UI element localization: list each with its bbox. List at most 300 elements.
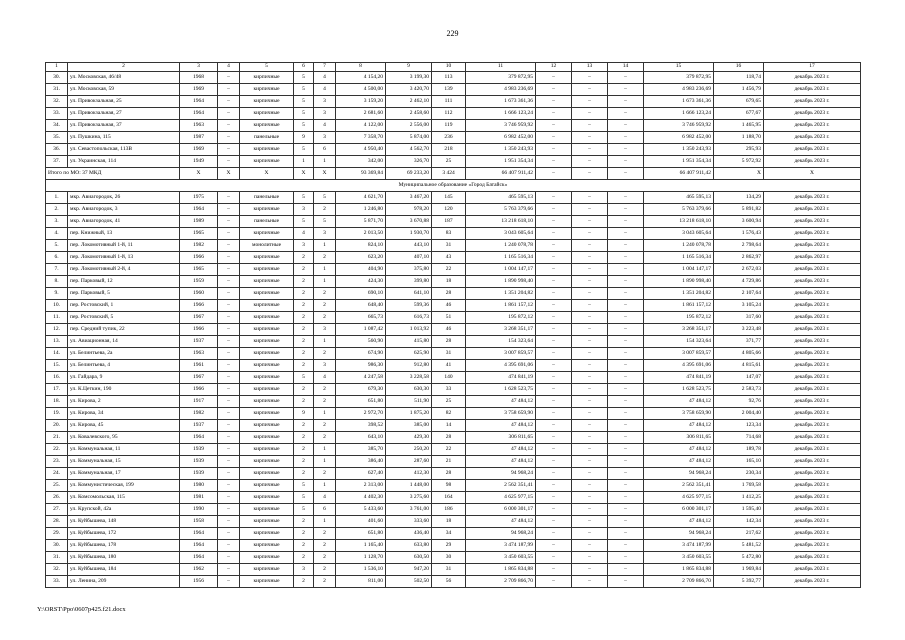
table-cell: 385,00 [386,420,432,432]
table-cell: 1 [314,276,336,288]
table-cell: 3 105,24 [714,300,764,312]
table-cell: 1964 [180,552,218,564]
table-cell: 140 [432,372,466,384]
table-cell: – [536,228,572,240]
table-cell: – [608,300,644,312]
table-cell: 412,30 [386,468,432,480]
table-cell: 30. [46,540,68,552]
table-cell: 28 [432,288,466,300]
table-cell: 18 [432,276,466,288]
table-cell: – [218,360,240,372]
table-cell: 15. [46,360,68,372]
table-cell: 23. [46,456,68,468]
table-cell: 4 [314,84,336,96]
table-cell: – [572,192,608,204]
table-cell: 92,76 [714,396,764,408]
table-cell: 22 [432,264,466,276]
table-cell: – [536,204,572,216]
table-cell: – [572,540,608,552]
table-cell: – [608,72,644,84]
table-cell: 2 [314,288,336,300]
table-cell: 630,30 [386,384,432,396]
table-cell: – [218,468,240,480]
table-cell: 4. [46,228,68,240]
table-cell: – [572,84,608,96]
table-cell: 31. [46,84,68,96]
table-cell: 94 968,24 [644,528,714,540]
table-cell: 651,80 [336,528,386,540]
table-cell: панельные [240,192,294,204]
table-cell: 1 673 361,36 [466,96,536,108]
table-cell: 3 268 351,17 [466,324,536,336]
table-cell: 51 [432,312,466,324]
table-cell: 7 [314,63,336,72]
table-cell: 2 [294,288,314,300]
table-cell: декабрь 2023 г. [764,516,861,528]
table-cell: 3 450 603,55 [644,552,714,564]
table-cell: панельные [240,216,294,228]
table-cell: 3 199,30 [386,72,432,84]
table-cell: декабрь 2023 г. [764,96,861,108]
table-cell: пер. Парковый, 5 [68,288,180,300]
table-cell: 4 950,40 [336,144,386,156]
table-cell: декабрь 2023 г. [764,276,861,288]
table-row [46,276,861,288]
table-cell: мкр. Авиагородок, 26 [68,192,180,204]
table-cell: ул. Куйбышева, 172 [68,528,180,540]
table-cell: 1 351 204,82 [466,288,536,300]
table-cell: – [536,264,572,276]
table-cell: кирпичные [240,108,294,120]
table-cell: 66 407 911,42 [466,168,536,180]
table-cell: 2 [294,552,314,564]
table-cell: – [536,504,572,516]
table-cell: 3 [180,63,218,72]
table-cell: – [218,516,240,528]
table-cell: пер. Локомотивный 2-й, 4 [68,264,180,276]
table-cell: – [572,300,608,312]
table-cell: декабрь 2023 г. [764,456,861,468]
table-cell: 1 628 523,75 [644,384,714,396]
table-row [46,120,861,132]
table-cell: 1961 [180,360,218,372]
table-cell: декабрь 2023 г. [764,336,861,348]
table-cell: ул. Привокзальная, 25 [68,96,180,108]
table-cell: – [218,396,240,408]
table-cell: декабрь 2023 г. [764,204,861,216]
table-cell: ул. Пушкина, 115 [68,132,180,144]
table-cell: декабрь 2023 г. [764,552,861,564]
table-cell: 66 407 911,42 [644,168,714,180]
table-cell: – [572,552,608,564]
table-cell: – [572,252,608,264]
table-cell: 474 841,19 [644,372,714,384]
table-cell: 3 [314,360,336,372]
table-cell: 33. [46,108,68,120]
table-cell: 1962 [180,564,218,576]
table-cell: 3 424 [432,168,466,180]
table-cell: 1 013,92 [386,324,432,336]
table-cell: 9 [294,132,314,144]
table-cell: 3 420,70 [386,84,432,96]
table-cell: 4 402,30 [336,492,386,504]
table-cell: – [536,96,572,108]
table-cell: 287,60 [386,456,432,468]
table-cell: 630,50 [386,552,432,564]
table-cell: 6 [294,63,314,72]
table-cell: – [536,168,572,180]
table-cell: ул. Севастопольская, 113В [68,144,180,156]
table-cell: 2 [294,324,314,336]
table-cell: – [572,132,608,144]
table-cell: ул. Московская, 46/48 [68,72,180,84]
table-cell: ул. Коммунальная, 11 [68,444,180,456]
table-cell: декабрь 2023 г. [764,408,861,420]
table-cell: 3 [314,108,336,120]
table-cell: 2 562 351,41 [466,480,536,492]
table-cell: – [536,144,572,156]
table-cell: Х [764,168,861,180]
table-cell: 5. [46,240,68,252]
table-cell: 2 462,10 [386,96,432,108]
table-cell: 641,10 [386,288,432,300]
table-cell: декабрь 2023 г. [764,312,861,324]
table-cell: 112 [432,108,466,120]
table-cell: 333,60 [386,516,432,528]
table-cell: 690,10 [336,288,386,300]
table-cell: 429,30 [386,432,432,444]
table-cell: 47 484,12 [466,420,536,432]
table-cell: 24. [46,468,68,480]
table-cell: – [536,360,572,372]
table-cell: 399,80 [386,276,432,288]
table-cell: 386,40 [336,456,386,468]
table-cell: 10. [46,300,68,312]
table-cell: – [572,456,608,468]
table-cell: 1 350 243,93 [644,144,714,156]
table-cell: 616,73 [386,312,432,324]
table-cell: – [608,396,644,408]
table-cell: ул. Ковалевского, 95 [68,432,180,444]
table-cell: 623,20 [336,252,386,264]
table-cell: 3 275,60 [386,492,432,504]
table-cell: 5 763 379,66 [644,204,714,216]
table-cell: 1982 [180,240,218,252]
table-cell: кирпичные [240,468,294,480]
table-cell: 6 000 301,17 [466,504,536,516]
table-cell: 2 [294,540,314,552]
table-row [46,408,861,420]
total-row [46,168,861,180]
table-cell: 3 159,20 [336,96,386,108]
table-cell: 47 484,12 [644,420,714,432]
table-cell: 436,40 [386,528,432,540]
table-cell: ул. Привокзальная, 37 [68,120,180,132]
table-row [46,432,861,444]
table-cell: – [218,456,240,468]
table-cell: ул. Украинская, 114 [68,156,180,168]
table-cell: 32. [46,96,68,108]
table-cell: 824,10 [336,240,386,252]
table-cell: 5 [294,72,314,84]
table-cell: – [536,108,572,120]
table-cell: пер. Книжный, 13 [68,228,180,240]
table-cell: 1956 [180,576,218,588]
table-cell: 21 [432,456,466,468]
table-cell: 189,78 [714,444,764,456]
table-row [46,480,861,492]
table-row [46,552,861,564]
table-cell: Х [218,168,240,180]
table-cell: декабрь 2023 г. [764,384,861,396]
table-cell: декабрь 2023 г. [764,480,861,492]
table-row [46,96,861,108]
table-cell: – [536,564,572,576]
table-cell: – [218,276,240,288]
table-cell: – [218,444,240,456]
table-cell: – [572,384,608,396]
table-row [46,396,861,408]
table-cell: – [608,84,644,96]
table-cell: – [608,564,644,576]
table-cell: ул. Кирова, 2 [68,396,180,408]
table-cell: 1 246,80 [336,204,386,216]
table-cell: – [608,504,644,516]
table-row [46,192,861,204]
table-cell: 250,20 [386,444,432,456]
table-cell: – [572,336,608,348]
table-cell: 33 [432,384,466,396]
table-cell: ул. Привокзальная, 27 [68,108,180,120]
table-cell: 2 [294,576,314,588]
table-cell: 1980 [180,480,218,492]
table-cell: – [536,432,572,444]
table-cell: 651,80 [336,396,386,408]
table-cell: 1964 [180,528,218,540]
table-cell: 1 [314,444,336,456]
table-cell: 3 746 959,92 [644,120,714,132]
table-cell: 4 815,61 [714,360,764,372]
table-cell: – [218,552,240,564]
table-cell: – [572,444,608,456]
table-cell: 3 007 859,57 [644,348,714,360]
table-cell: 113 [432,72,466,84]
table-cell: декабрь 2023 г. [764,324,861,336]
table-cell: – [572,480,608,492]
table-cell: 11. [46,312,68,324]
table-cell: – [218,504,240,516]
table-cell: 19. [46,408,68,420]
table-cell: – [218,528,240,540]
table-cell: Муниципальное образование «Город Батайск» [46,180,861,192]
table-cell: – [608,432,644,444]
table-cell: 2 [314,420,336,432]
table-cell: кирпичные [240,288,294,300]
table-cell: – [218,264,240,276]
table-cell: декабрь 2023 г. [764,288,861,300]
table-cell: 5 [294,480,314,492]
table-cell: 29 [432,540,466,552]
table-cell: декабрь 2023 г. [764,84,861,96]
table-cell: 5 [314,192,336,204]
table-cell: 3 600,94 [714,216,764,228]
table-cell: – [608,384,644,396]
table-cell: 2 562 351,41 [644,480,714,492]
table-cell: – [536,240,572,252]
table-cell: – [218,204,240,216]
table-cell: ул. Куйбышева, 178 [68,540,180,552]
table-cell: – [608,540,644,552]
table-cell: 218 [432,144,466,156]
table-cell: 1 165 516,34 [644,252,714,264]
table-cell: 1 865 834,88 [466,564,536,576]
table-cell: 154 323,64 [466,336,536,348]
table-cell: 5 [294,96,314,108]
table-cell: 118,74 [714,72,764,84]
table-cell: 4 562,70 [386,144,432,156]
table-cell: – [536,444,572,456]
table-cell: – [572,396,608,408]
table-cell: 1 890 998,40 [644,276,714,288]
table-cell: 2 [314,252,336,264]
table-cell: ул. Куйбышева, 180 [68,552,180,564]
table-cell: – [218,300,240,312]
table-cell: 1 969,84 [714,564,764,576]
table-cell: 47 484,12 [644,396,714,408]
table-cell: – [218,240,240,252]
table-cell: 18 [432,516,466,528]
table-cell: 2 [314,432,336,444]
table-cell: 47 484,12 [466,456,536,468]
table-cell: 811,00 [336,576,386,588]
table-cell: 17 [764,63,861,72]
table-cell: 379 872,95 [644,72,714,84]
table-cell: 1 536,10 [336,564,386,576]
table-cell: 560,90 [336,336,386,348]
table-cell: – [218,372,240,384]
table-cell: – [608,408,644,420]
table-cell: 1 087,42 [336,324,386,336]
table-row [46,72,861,84]
table-cell: 6 [314,504,336,516]
table-cell: 82 [432,408,466,420]
table-cell: 1939 [180,444,218,456]
table-cell: – [608,456,644,468]
table-cell: кирпичные [240,204,294,216]
table-cell: 643,10 [336,432,386,444]
table-row [46,504,861,516]
table-cell: 1 [314,456,336,468]
table-cell: 32. [46,564,68,576]
table-cell: декабрь 2023 г. [764,228,861,240]
data-table [45,62,861,588]
table-cell: кирпичные [240,324,294,336]
table-cell: 10 [432,63,466,72]
table-cell: 145 [432,192,466,204]
table-cell: кирпичные [240,336,294,348]
table-cell: 7 358,70 [336,132,386,144]
table-cell: 3 467,20 [386,192,432,204]
table-row [46,336,861,348]
table-cell: 1968 [180,72,218,84]
table-cell: 1 628 523,75 [466,384,536,396]
table-cell: 2 313,00 [336,480,386,492]
table-cell: 13 218 618,10 [644,216,714,228]
table-cell: 1 930,70 [386,228,432,240]
table-cell: 3 228,58 [386,372,432,384]
table-cell: кирпичные [240,276,294,288]
table-cell: 8. [46,276,68,288]
table-cell: – [608,480,644,492]
table-cell: 1975 [180,192,218,204]
table-cell: декабрь 2023 г. [764,156,861,168]
table-cell: 2 [314,468,336,480]
table-cell: 164 [432,492,466,504]
table-cell: 1 890 998,40 [466,276,536,288]
table-cell: 5 [294,108,314,120]
table-cell: 35. [46,132,68,144]
table-cell: 5 [294,492,314,504]
table-cell: – [608,288,644,300]
table-cell: 4 625 977,15 [644,492,714,504]
table-cell: – [218,480,240,492]
table-cell: 1969 [180,144,218,156]
table-cell: – [536,72,572,84]
table-cell: 2 [294,312,314,324]
table-cell: – [218,420,240,432]
table-cell: 295,93 [714,144,764,156]
table-cell: 111 [432,96,466,108]
table-cell: 3 [314,228,336,240]
table-cell: декабрь 2023 г. [764,528,861,540]
table-cell: – [572,504,608,516]
table-cell: кирпичные [240,348,294,360]
table-cell: 6. [46,252,68,264]
table-cell: – [218,144,240,156]
table-cell: 947,20 [386,564,432,576]
table-cell: 3 761,00 [386,504,432,516]
table-row [46,156,861,168]
table-cell: 1 128,70 [336,552,386,564]
table-cell: 47 484,12 [644,516,714,528]
table-cell: 2 672,03 [714,264,764,276]
table-cell: декабрь 2023 г. [764,360,861,372]
table-cell: 2 [294,456,314,468]
table-cell: 2 [294,252,314,264]
table-cell: кирпичные [240,300,294,312]
table-cell: 37. [46,156,68,168]
table-cell: 4 [314,372,336,384]
table-cell: – [608,192,644,204]
table-cell: 2 013,50 [336,228,386,240]
table-cell: мкр. Авиагородок, 3 [68,204,180,216]
table-cell: 4 [218,63,240,72]
table-cell: – [536,192,572,204]
table-cell: – [608,552,644,564]
table-cell: 474 841,19 [466,372,536,384]
table-cell: – [536,540,572,552]
table-cell: – [536,288,572,300]
table-cell: 306 811,65 [644,432,714,444]
table-cell: – [608,492,644,504]
table-cell: 1937 [180,420,218,432]
table-cell: пер. Локомотивный 1-й, 13 [68,252,180,264]
table-cell: 2. [46,204,68,216]
table-cell: монолитные [240,240,294,252]
table-cell: 674,90 [336,348,386,360]
table-cell: кирпичные [240,372,294,384]
table-cell: 94 968,24 [644,468,714,480]
